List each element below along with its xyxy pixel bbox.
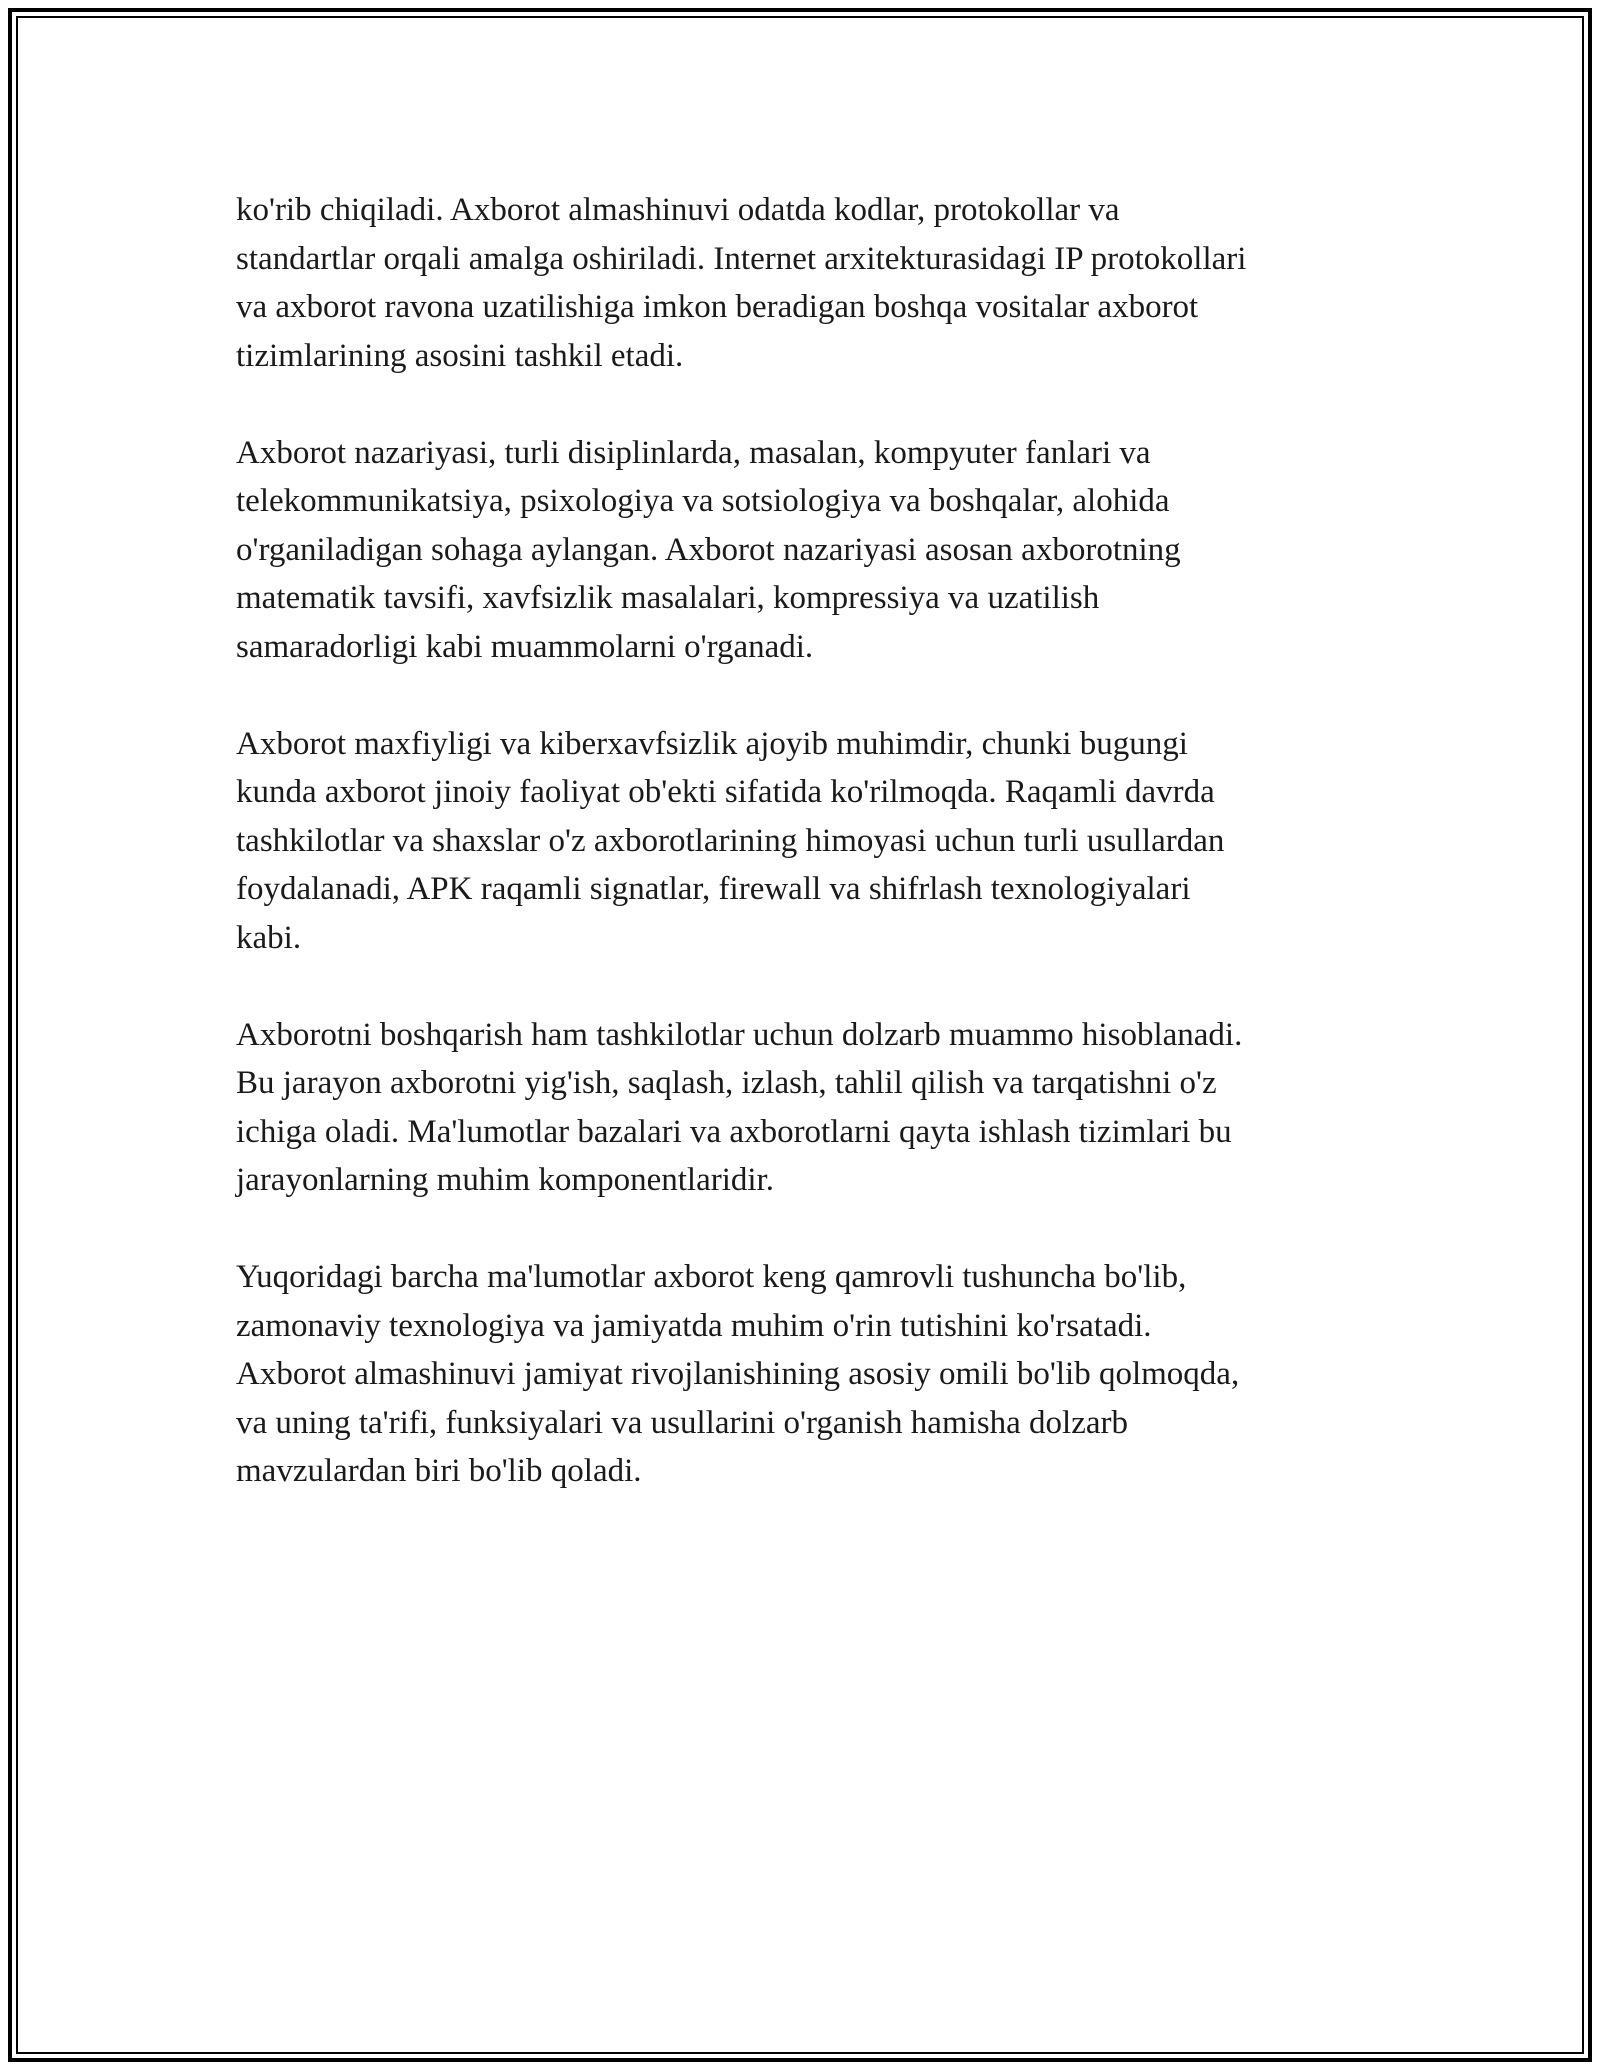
paragraph-2: Axborot nazariyasi, turli disiplinlarda, masalan, kompyuter fanlari va telekommunikatsiya, psixologiya va sotsiologiya va boshqalar, alohida o'rganiladigan sohaga aylangan. Axborot nazariyasi asosan axborotning matematik tavsifi, xavfsizlik masalalari, kompressiya va uzatilish samaradorligi kabi muammolarni o'rganadi. (236, 434, 1181, 665)
paragraph-1: ko'rib chiqiladi. Axborot almashinuvi odatda kodlar, protokollar va standartlar orqali amalga oshiriladi. Internet arxitekturasidagi IP protokollari va axborot ravona uzatilishiga imkon beradigan boshqa vositalar axborot tizimlarining asosini tashkil etadi. (236, 192, 1247, 374)
paragraph-5: Yuqoridagi barcha ma'lumotlar axborot keng qamrovli tushuncha bo'lib, zamonaviy texnologiya va jamiyatda muhim o'rin tutishini ko'rsatadi. Axborot almashinuvi jamiyat rivojlanishining asosiy omili bo'lib qolmoqda, va uning ta'rifi, funksiyalari va usullarini o'rganish hamisha dolzarb mavzulardan biri bo'lib qoladi. (236, 1259, 1240, 1489)
paragraph-3: Axborot maxfiyligi va kiberxavfsizlik ajoyib muhimdir, chunki bugungi kunda axborot jinoiy faoliyat ob'ekti sifatida ko'rilmoqda. Raqamli davrda tashkilotlar va shaxslar o'z axborotlarining himoyasi uchun turli usullardan foydalanadi, APK raqamli signatlar, firewall va shifrlash texnologiyalari kabi. (236, 725, 1225, 956)
document-body (236, 186, 1376, 1544)
paragraph-4: Axborotni boshqarish ham tashkilotlar uchun dolzarb muammo hisoblanadi. Bu jarayon axborotni yig'ish, saqlash, izlash, tahlil qilish va tarqatishni o'z ichiga oladi. Ma'lumotlar bazalari va axborotlarni qayta ishlash tizimlari bu jarayonlarning muhim komponentlaridir. (236, 1016, 1243, 1198)
